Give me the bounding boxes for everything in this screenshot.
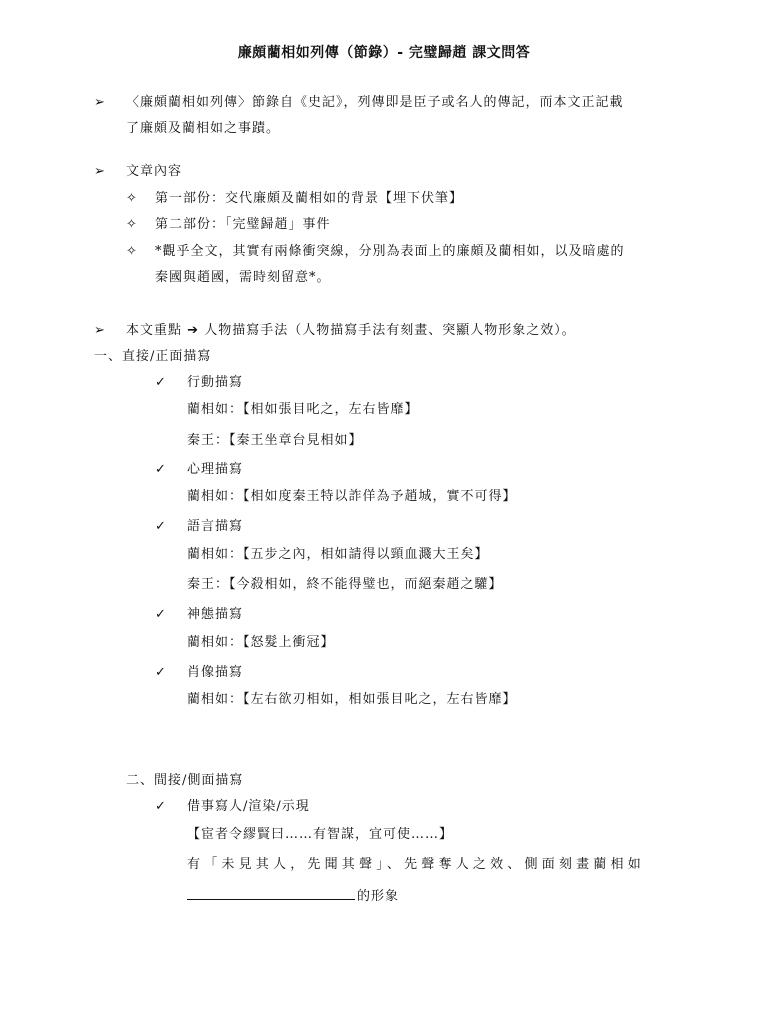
indirect-explain: 有「未見其人，先聞其聲」、先聲奪人之效、側面刻畫藺相如 xyxy=(187,857,645,872)
check-bullet-icon: ✓ xyxy=(155,607,166,622)
speech-quote-1: 藺相如：【五步之內，相如請得以頸血濺大王矣】 xyxy=(187,547,489,562)
check-bullet-icon: ✓ xyxy=(155,799,166,814)
section-2-heading: 二、間接/側面描寫 xyxy=(126,773,244,788)
fill-blank-line xyxy=(187,887,399,906)
indirect-label: 借事寫人/渲染/示現 xyxy=(187,799,310,814)
check-bullet-icon: ✓ xyxy=(155,375,166,390)
diamond-bullet-icon: ✧ xyxy=(126,244,137,259)
content-part-1: 第一部份：交代廉頗及藺相如的背景【埋下伏筆】 xyxy=(155,191,464,206)
focus-line xyxy=(126,322,576,340)
check-bullet-icon: ✓ xyxy=(155,462,166,477)
psych-quote-1: 藺相如：【相如度秦王特以詐佯為予趙城，實不可得】 xyxy=(187,489,517,504)
focus-text: 人物描寫手法（人物描寫手法有刻畫、突顯人物形象之效）。 xyxy=(204,323,576,338)
indirect-suffix: 的形象 xyxy=(357,889,400,904)
speech-label: 語言描寫 xyxy=(187,519,244,534)
intro-line-1: 〈廉頗藺相如列傳〉節錄自《史記》，列傳即是臣子或名人的傳記，而本文正記載 xyxy=(126,95,624,110)
portrait-quote-1: 藺相如：【左右欲刃相如，相如張目叱之，左右皆靡】 xyxy=(187,692,517,707)
answer-blank[interactable] xyxy=(187,887,355,900)
diamond-bullet-icon: ✧ xyxy=(126,191,137,206)
intro-line-2: 了廉頗及藺相如之事蹟。 xyxy=(126,121,281,136)
portrait-label: 肖像描寫 xyxy=(187,665,244,680)
check-bullet-icon: ✓ xyxy=(155,519,166,534)
arrow-bullet-icon: ➢ xyxy=(94,164,105,179)
focus-prefix: 本文重點 xyxy=(126,323,183,338)
action-quote-2: 秦王：【秦王坐章台見相如】 xyxy=(187,433,363,448)
content-note-line-2: 秦國與趙國，需時刻留意*。 xyxy=(155,270,331,285)
check-bullet-icon: ✓ xyxy=(155,665,166,680)
content-part-2: 第二部份：「完璧歸趙」事件 xyxy=(155,217,331,232)
action-label: 行動描寫 xyxy=(187,375,244,390)
indirect-quote: 【宦者令繆賢曰……有智謀，宜可使……】 xyxy=(187,827,454,842)
speech-quote-2: 秦王：【今殺相如，終不能得璧也，而絕秦趙之驩】 xyxy=(187,577,503,592)
psych-label: 心理描寫 xyxy=(187,462,244,477)
content-note-line-1: *觀乎全文，其實有兩條衝突線，分別為表面上的廉頗及藺相如，以及暗處的 xyxy=(155,244,625,259)
content-heading: 文章內容 xyxy=(126,164,183,179)
document-title: 廉頗藺相如列傳（節錄）- 完璧歸趙 課文問答 xyxy=(237,45,531,61)
right-arrow-icon: ➔ xyxy=(187,323,200,338)
arrow-bullet-icon: ➢ xyxy=(94,95,105,110)
section-1-heading: 一、直接/正面描寫 xyxy=(94,349,212,364)
demeanor-label: 神態描寫 xyxy=(187,607,244,622)
demeanor-quote-1: 藺相如：【怒髮上衝冠】 xyxy=(187,635,335,650)
arrow-bullet-icon: ➢ xyxy=(94,323,105,338)
diamond-bullet-icon: ✧ xyxy=(126,217,137,232)
action-quote-1: 藺相如：【相如張目叱之，左右皆靡】 xyxy=(187,402,419,417)
